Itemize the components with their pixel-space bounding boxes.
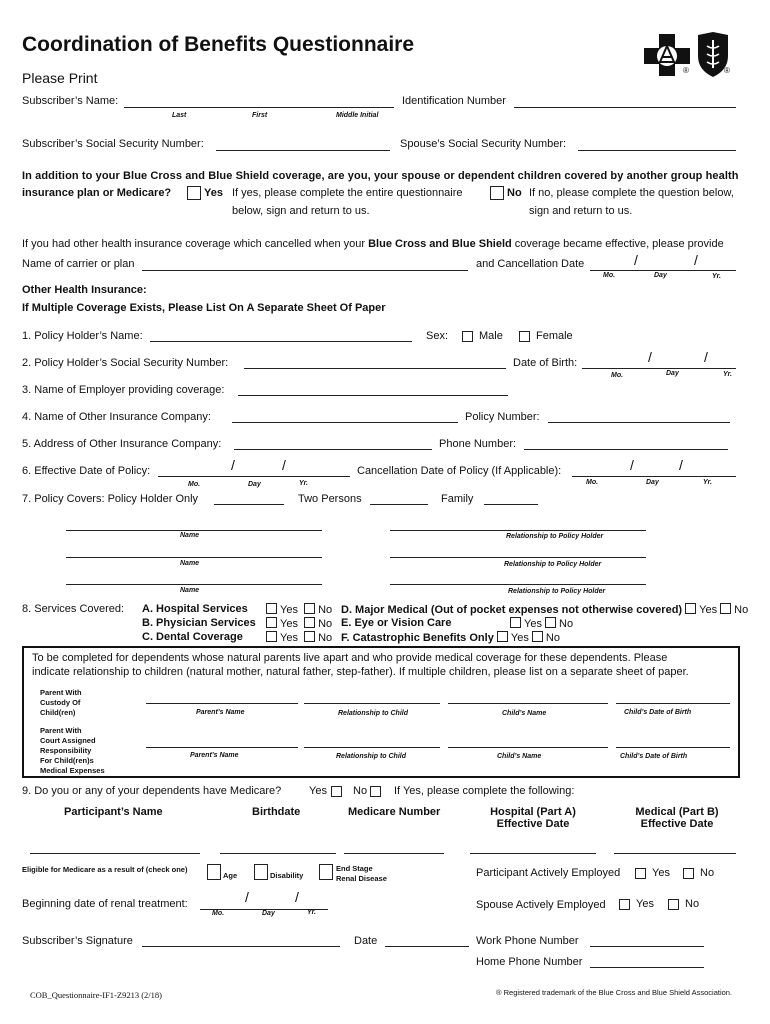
cancelled-text-c: coverage became effective, please provide bbox=[511, 238, 724, 250]
date-slash: / bbox=[282, 457, 286, 473]
cancelled-coverage-text bbox=[22, 238, 724, 250]
custody-relationship-field[interactable] bbox=[304, 703, 440, 704]
court-label-line: Parent With bbox=[40, 726, 82, 735]
cancellation-date-label: and Cancellation Date bbox=[476, 258, 585, 270]
medical-header-line: Medical (Part B) bbox=[635, 806, 719, 818]
service-d-row bbox=[341, 603, 748, 616]
spouse-employed-yes-label: Yes bbox=[636, 898, 654, 910]
sex-label: Sex: bbox=[426, 330, 449, 342]
service-f-label: F. Catastrophic Benefits Only bbox=[341, 632, 494, 644]
service-c-options bbox=[266, 631, 332, 644]
hospital-part-a-header bbox=[478, 806, 588, 830]
name-sublabel: Name bbox=[180, 532, 200, 539]
service-b-no-checkbox[interactable] bbox=[304, 617, 315, 628]
eligible-disability-label: Disability bbox=[270, 871, 304, 880]
other-insurance-address-label: 5. Address of Other Insurance Company: bbox=[22, 438, 222, 450]
two-persons-field[interactable] bbox=[370, 504, 428, 505]
service-a-yes-checkbox[interactable] bbox=[266, 603, 277, 614]
policy-holder-name-field[interactable] bbox=[150, 341, 412, 342]
date-slash: / bbox=[630, 457, 634, 473]
policy-holder-ssn-label: 2. Policy Holder’s Social Security Number: bbox=[22, 357, 229, 369]
cancellation-policy-label: Cancellation Date of Policy (If Applicable): bbox=[357, 465, 562, 477]
no-label: No bbox=[318, 604, 333, 616]
relationship-child-sublabel: Relationship to Child bbox=[336, 753, 406, 760]
medicare-question: 9. Do you or any of your dependents have Medicare? bbox=[22, 785, 282, 797]
date-slash: / bbox=[295, 889, 299, 905]
employer-label: 3. Name of Employer providing coverage: bbox=[22, 384, 225, 396]
first-sublabel: First bbox=[252, 112, 268, 119]
two-persons-label: Two Persons bbox=[298, 493, 362, 505]
yes-label: Yes bbox=[699, 604, 718, 616]
other-insurance-heading: Other Health Insurance: bbox=[22, 284, 147, 296]
hospital-header-line: Hospital (Part A) bbox=[490, 806, 576, 818]
policy-number-label: Policy Number: bbox=[465, 411, 540, 423]
custody-label-line: Parent With bbox=[40, 688, 82, 697]
medicare-no-checkbox[interactable] bbox=[370, 786, 381, 797]
policy-covers-label: 7. Policy Covers: Policy Holder Only bbox=[22, 493, 199, 505]
date-slash: / bbox=[679, 457, 683, 473]
service-b-yes-checkbox[interactable] bbox=[266, 617, 277, 628]
service-e-yes-checkbox[interactable] bbox=[510, 617, 521, 628]
eligible-esrd-label bbox=[336, 864, 387, 884]
court-parent-name-field[interactable] bbox=[146, 747, 298, 748]
year-sublabel: Yr. bbox=[307, 909, 316, 916]
identification-number-label: Identification Number bbox=[402, 95, 506, 107]
medical-part-b-header bbox=[622, 806, 732, 830]
form-id: COB_Questionnaire-IF1-Z9213 (2/18) bbox=[30, 990, 162, 1000]
policy-holder-only-field[interactable] bbox=[214, 504, 284, 505]
eligible-age-label: Age bbox=[223, 871, 238, 880]
other-coverage-question-line2: insurance plan or Medicare? bbox=[22, 187, 172, 199]
spouse-employed-label: Spouse Actively Employed bbox=[476, 899, 606, 911]
relationship-field-3[interactable] bbox=[390, 584, 646, 585]
other-insurance-company-label: 4. Name of Other Insurance Company: bbox=[22, 411, 211, 423]
covered-name-field-3[interactable] bbox=[66, 584, 322, 585]
subscriber-signature-label: Subscriber’s Signature bbox=[22, 935, 133, 947]
court-label-line: Medical Expenses bbox=[40, 766, 105, 775]
other-coverage-yes-checkbox[interactable] bbox=[187, 186, 201, 200]
service-e-label: E. Eye or Vision Care bbox=[341, 617, 452, 629]
service-d-no-checkbox[interactable] bbox=[720, 603, 731, 614]
subscriber-ssn-label: Subscriber’s Social Security Number: bbox=[22, 138, 204, 150]
no-instructions-line2: sign and return to us. bbox=[529, 205, 633, 217]
court-label bbox=[40, 726, 130, 776]
subscriber-name-label: Subscriber’s Name: bbox=[22, 95, 119, 107]
yes-label: Yes bbox=[280, 604, 298, 616]
subscriber-signature-field[interactable] bbox=[142, 946, 340, 947]
esrd-label-line: End Stage bbox=[336, 864, 373, 873]
day-sublabel: Day bbox=[654, 272, 667, 279]
month-sublabel: Mo. bbox=[603, 272, 616, 279]
registered-mark-2: ® bbox=[724, 66, 730, 75]
relationship-field-1[interactable] bbox=[390, 530, 646, 531]
carrier-name-field[interactable] bbox=[142, 270, 468, 271]
identification-number-field[interactable] bbox=[514, 107, 736, 108]
year-sublabel: Yr. bbox=[299, 480, 308, 487]
policy-holder-name-label: 1. Policy Holder’s Name: bbox=[22, 330, 143, 342]
day-sublabel: Day bbox=[248, 481, 261, 488]
yes-label: Yes bbox=[280, 618, 298, 630]
family-label: Family bbox=[441, 493, 474, 505]
medicare-if-yes-text: If Yes, please complete the following: bbox=[394, 785, 575, 797]
page-title: Coordination of Benefits Questionnaire bbox=[22, 33, 415, 56]
relationship-sublabel: Relationship to Policy Holder bbox=[504, 561, 602, 568]
court-label-line: Responsibility bbox=[40, 746, 92, 755]
other-coverage-no-checkbox[interactable] bbox=[490, 186, 504, 200]
cancelled-text-a: If you had other health insurance coverage which cancelled when your bbox=[22, 238, 369, 250]
day-sublabel: Day bbox=[666, 370, 679, 377]
court-child-dob-field[interactable] bbox=[616, 747, 730, 748]
service-a-options bbox=[266, 603, 332, 616]
subscriber-name-field[interactable] bbox=[124, 107, 394, 108]
yes-label: Yes bbox=[524, 618, 542, 630]
parents-name-sublabel: Parent’s Name bbox=[196, 709, 245, 716]
service-e-row bbox=[341, 617, 451, 629]
childs-name-sublabel: Child’s Name bbox=[502, 710, 547, 717]
multiple-coverage-subheading: If Multiple Coverage Exists, Please List On A Separate Sheet Of Paper bbox=[22, 302, 386, 314]
service-f-yes-checkbox[interactable] bbox=[497, 631, 508, 642]
month-sublabel: Mo. bbox=[586, 479, 599, 486]
effective-date-field[interactable] bbox=[158, 476, 350, 477]
court-child-name-field[interactable] bbox=[448, 747, 608, 748]
custody-label-line: Child(ren) bbox=[40, 708, 76, 717]
middle-initial-sublabel: Middle Initial bbox=[336, 112, 379, 119]
month-sublabel: Mo. bbox=[188, 481, 201, 488]
medicare-number-header: Medicare Number bbox=[348, 806, 441, 818]
yes-label: Yes bbox=[510, 632, 529, 644]
date-slash: / bbox=[694, 252, 698, 268]
cancellation-policy-field[interactable] bbox=[572, 476, 736, 477]
service-c-yes-checkbox[interactable] bbox=[266, 631, 277, 642]
yes-instructions-line1: If yes, please complete the entire questionnaire bbox=[232, 187, 463, 199]
court-relationship-field[interactable] bbox=[304, 747, 440, 748]
female-checkbox[interactable] bbox=[519, 331, 530, 342]
eligible-age-checkbox[interactable] bbox=[207, 864, 221, 880]
renal-treatment-label: Beginning date of renal treatment: bbox=[22, 898, 188, 910]
service-a-label: A. Hospital Services bbox=[142, 603, 248, 615]
childs-dob-sublabel: Child’s Date of Birth bbox=[624, 709, 692, 716]
no-label: No bbox=[318, 632, 333, 644]
participant-name-field[interactable] bbox=[30, 853, 200, 854]
eligible-esrd-checkbox[interactable] bbox=[319, 864, 333, 880]
phone-number-field[interactable] bbox=[524, 449, 728, 450]
relationship-sublabel: Relationship to Policy Holder bbox=[506, 533, 604, 540]
day-sublabel: Day bbox=[262, 910, 275, 917]
birthdate-header: Birthdate bbox=[252, 806, 301, 818]
custody-label-line: Custody Of bbox=[40, 698, 81, 707]
signature-date-field[interactable] bbox=[385, 946, 469, 947]
spouse-employed-no-checkbox[interactable] bbox=[668, 899, 679, 910]
name-sublabel: Name bbox=[180, 587, 200, 594]
custody-child-name-field[interactable] bbox=[448, 703, 608, 704]
work-phone-field[interactable] bbox=[590, 946, 704, 947]
medicare-yes-checkbox[interactable] bbox=[331, 786, 342, 797]
male-checkbox[interactable] bbox=[462, 331, 473, 342]
dependents-instructions-line2: indicate relationship to children (natural mother, natural father, step-father). If multiple children, please list on a separate sheet of paper. bbox=[32, 666, 689, 678]
relationship-field-2[interactable] bbox=[390, 557, 646, 558]
childs-dob-sublabel: Child’s Date of Birth bbox=[620, 753, 688, 760]
medicare-number-field[interactable] bbox=[344, 853, 444, 854]
year-sublabel: Yr. bbox=[723, 371, 732, 378]
hospital-header-line: Effective Date bbox=[496, 818, 570, 830]
other-insurance-company-field[interactable] bbox=[232, 422, 458, 423]
policy-holder-ssn-field[interactable] bbox=[244, 368, 506, 369]
medicare-no-label: No bbox=[353, 785, 368, 797]
birthdate-field[interactable] bbox=[220, 853, 336, 854]
date-slash: / bbox=[231, 457, 235, 473]
trademark-notice: ® Registered trademark of the Blue Cross and Blue Shield Association. bbox=[496, 988, 733, 997]
spouse-employed-yes-checkbox[interactable] bbox=[619, 899, 630, 910]
service-e-options bbox=[510, 617, 573, 630]
yes-label: Yes bbox=[280, 632, 298, 644]
dependents-instructions-line1: To be completed for dependents whose natural parents live apart and who provide medical coverage for these dependents. Please bbox=[32, 652, 668, 664]
participant-employed-yes-checkbox[interactable] bbox=[635, 868, 646, 879]
service-c-label: C. Dental Coverage bbox=[142, 631, 243, 643]
no-label: No bbox=[318, 618, 333, 630]
date-slash: / bbox=[704, 349, 708, 365]
relationship-child-sublabel: Relationship to Child bbox=[338, 710, 408, 717]
other-coverage-yes-label: Yes bbox=[204, 187, 223, 199]
court-label-line: Court Assigned bbox=[40, 736, 96, 745]
registered-mark-1: ® bbox=[683, 66, 689, 75]
services-covered-label: 8. Services Covered: bbox=[22, 603, 125, 615]
service-a-no-checkbox[interactable] bbox=[304, 603, 315, 614]
service-f-row bbox=[341, 631, 560, 644]
name-sublabel: Name bbox=[180, 560, 200, 567]
participant-employed-no-label: No bbox=[700, 867, 715, 879]
childs-name-sublabel: Child’s Name bbox=[497, 753, 542, 760]
year-sublabel: Yr. bbox=[703, 479, 712, 486]
date-slash: / bbox=[648, 349, 652, 365]
phone-number-label: Phone Number: bbox=[439, 438, 517, 450]
service-b-options bbox=[266, 617, 332, 630]
date-of-birth-label: Date of Birth: bbox=[513, 357, 578, 369]
signature-date-label: Date bbox=[354, 935, 378, 947]
participant-employed-label: Participant Actively Employed bbox=[476, 867, 621, 879]
please-print-label: Please Print bbox=[22, 70, 98, 86]
date-slash: / bbox=[634, 252, 638, 268]
effective-date-label: 6. Effective Date of Policy: bbox=[22, 465, 151, 477]
home-phone-label: Home Phone Number bbox=[476, 956, 583, 968]
eligible-for-medicare-label: Eligible for Medicare as a result of (check one) bbox=[22, 865, 188, 874]
no-label: No bbox=[545, 632, 560, 644]
other-insurance-address-field[interactable] bbox=[234, 449, 432, 450]
medicare-yes-label: Yes bbox=[309, 785, 327, 797]
carrier-name-label: Name of carrier or plan bbox=[22, 258, 135, 270]
cancelled-text-b: Blue Cross and Blue Shield bbox=[368, 238, 512, 250]
day-sublabel: Day bbox=[646, 479, 659, 486]
last-sublabel: Last bbox=[172, 112, 187, 119]
participant-name-header: Participant’s Name bbox=[64, 806, 163, 818]
no-label: No bbox=[559, 618, 574, 630]
medical-date-field[interactable] bbox=[614, 853, 736, 854]
date-of-birth-field[interactable] bbox=[582, 368, 736, 369]
cancellation-date-field[interactable] bbox=[590, 270, 736, 271]
spouse-employed-no-label: No bbox=[685, 898, 700, 910]
service-e-no-checkbox[interactable] bbox=[545, 617, 556, 628]
other-coverage-question-line1: In addition to your Blue Cross and Blue Shield coverage, are you, your spouse or dependent children covered by another group health bbox=[22, 170, 739, 182]
parents-name-sublabel: Parent’s Name bbox=[190, 752, 239, 759]
year-sublabel: Yr. bbox=[712, 273, 721, 280]
court-label-line: For Child(ren)s bbox=[40, 756, 94, 765]
other-coverage-no-label: No bbox=[507, 187, 522, 199]
service-c-no-checkbox[interactable] bbox=[304, 631, 315, 642]
participant-employed-yes-label: Yes bbox=[652, 867, 670, 879]
work-phone-label: Work Phone Number bbox=[476, 935, 579, 947]
participant-employed-no-checkbox[interactable] bbox=[683, 868, 694, 879]
esrd-label-line: Renal Disease bbox=[336, 874, 387, 883]
relationship-sublabel: Relationship to Policy Holder bbox=[508, 588, 606, 595]
eligible-disability-checkbox[interactable] bbox=[254, 864, 268, 880]
policy-number-field[interactable] bbox=[548, 422, 730, 423]
no-label: No bbox=[734, 604, 749, 616]
service-f-no-checkbox[interactable] bbox=[532, 631, 543, 642]
covered-name-field-1[interactable] bbox=[66, 530, 322, 531]
hospital-date-field[interactable] bbox=[470, 853, 596, 854]
family-field[interactable] bbox=[484, 504, 538, 505]
male-label: Male bbox=[479, 330, 503, 342]
spouse-ssn-field[interactable] bbox=[578, 150, 736, 151]
medical-header-line: Effective Date bbox=[640, 818, 714, 830]
month-sublabel: Mo. bbox=[611, 372, 624, 379]
custody-parent-name-field[interactable] bbox=[146, 703, 298, 704]
female-label: Female bbox=[536, 330, 573, 342]
service-d-label: D. Major Medical (Out of pocket expenses not otherwise covered) bbox=[341, 604, 683, 616]
home-phone-field[interactable] bbox=[590, 967, 704, 968]
custody-child-dob-field[interactable] bbox=[616, 703, 730, 704]
employer-field[interactable] bbox=[238, 395, 508, 396]
subscriber-ssn-field[interactable] bbox=[216, 150, 390, 151]
date-slash: / bbox=[245, 889, 249, 905]
no-instructions-line1: If no, please complete the question below, bbox=[529, 187, 734, 199]
spouse-ssn-label: Spouse’s Social Security Number: bbox=[400, 138, 567, 150]
covered-name-field-2[interactable] bbox=[66, 557, 322, 558]
service-d-yes-checkbox[interactable] bbox=[685, 603, 696, 614]
custody-label bbox=[40, 688, 130, 718]
service-b-label: B. Physician Services bbox=[142, 617, 256, 629]
month-sublabel: Mo. bbox=[212, 910, 225, 917]
yes-instructions-line2: below, sign and return to us. bbox=[232, 205, 370, 217]
